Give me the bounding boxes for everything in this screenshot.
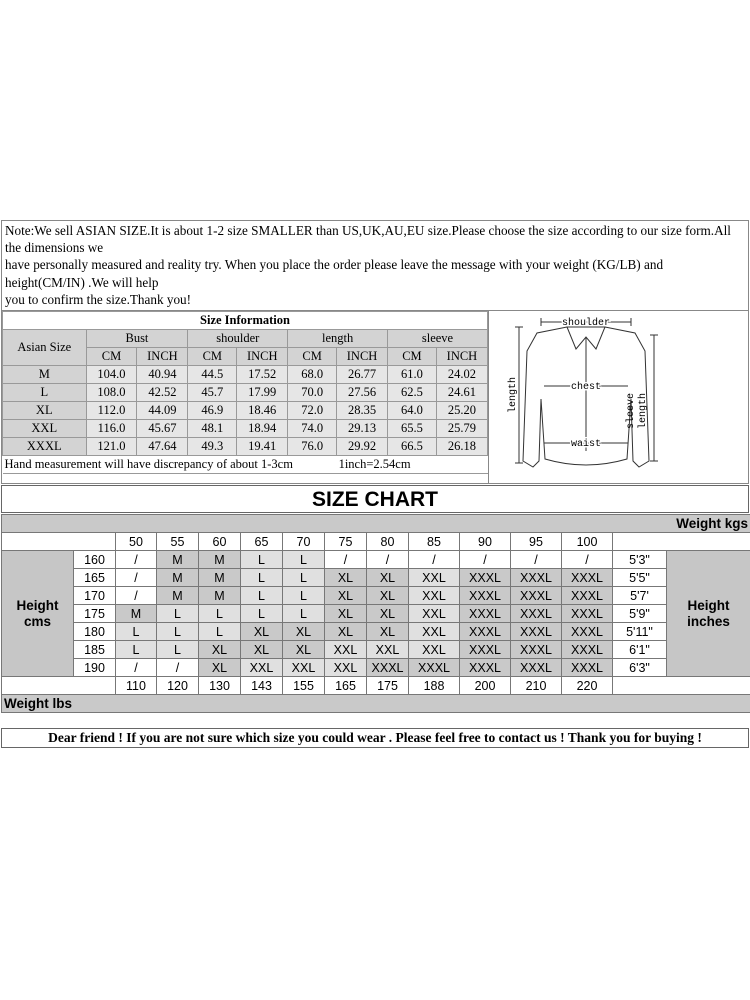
size-value: 46.9 xyxy=(188,402,237,420)
size-value: 26.18 xyxy=(436,438,487,456)
size-chart-title: SIZE CHART xyxy=(1,485,749,513)
shirt-outline-icon xyxy=(489,311,748,483)
recommended-size: XL xyxy=(325,587,367,605)
height-row xyxy=(2,587,750,605)
recommended-size: L xyxy=(241,605,283,623)
size-value: 45.7 xyxy=(188,384,237,402)
recommended-size: XXXL xyxy=(460,587,511,605)
recommended-size: XL xyxy=(241,641,283,659)
recommended-size: XXXL xyxy=(511,623,562,641)
recommended-size: M xyxy=(199,569,241,587)
recommended-size: XXXL xyxy=(409,659,460,677)
blank-cell xyxy=(2,677,116,695)
height-cm-value: 160 xyxy=(74,551,116,569)
unit-header: CM xyxy=(388,348,437,366)
height-inches-label xyxy=(667,551,750,677)
recommended-size: / xyxy=(325,551,367,569)
size-value: 18.46 xyxy=(237,402,288,420)
size-value: 19.41 xyxy=(237,438,288,456)
recommended-size: L xyxy=(116,641,157,659)
recommended-size: L xyxy=(283,605,325,623)
weight-lbs-value: 210 xyxy=(511,677,562,695)
weight-lbs-label: Weight lbs xyxy=(2,695,750,713)
size-label: L xyxy=(3,384,87,402)
size-chart-table xyxy=(1,514,750,713)
size-value: 26.77 xyxy=(337,366,388,384)
recommended-size: / xyxy=(562,551,613,569)
size-value: 61.0 xyxy=(388,366,437,384)
size-value: 27.56 xyxy=(337,384,388,402)
recommended-size: XXXL xyxy=(562,605,613,623)
size-label: XXL xyxy=(3,420,87,438)
measure-group-header: Bust xyxy=(86,330,188,348)
weight-lbs-value: 110 xyxy=(116,677,157,695)
weight-kgs-value: 90 xyxy=(460,533,511,551)
size-value: 24.61 xyxy=(436,384,487,402)
recommended-size: XXXL xyxy=(511,641,562,659)
size-value: 40.94 xyxy=(137,366,188,384)
recommended-size: XXL xyxy=(241,659,283,677)
note-line: Note:We sell ASIAN SIZE.It is about 1-2 size SMALLER than US,UK,AU,EU size.Please choose the size according to our size form.All the dimensions we xyxy=(5,223,731,256)
chest-label: chest xyxy=(570,382,602,393)
recommended-size: / xyxy=(116,551,157,569)
size-value: 28.35 xyxy=(337,402,388,420)
weight-kgs-value: 55 xyxy=(157,533,199,551)
recommended-size: XL xyxy=(367,569,409,587)
height-inch-value: 6'3" xyxy=(613,659,667,677)
size-value: 108.0 xyxy=(86,384,137,402)
size-value: 25.20 xyxy=(436,402,487,420)
asian-size-header: Asian Size xyxy=(3,330,87,366)
weight-kgs-value: 95 xyxy=(511,533,562,551)
recommended-size: XXXL xyxy=(562,569,613,587)
size-value: 65.5 xyxy=(388,420,437,438)
size-value: 18.94 xyxy=(237,420,288,438)
height-row xyxy=(2,623,750,641)
height-cms-label-line: cms xyxy=(23,613,52,629)
recommended-size: XXXL xyxy=(460,569,511,587)
length-label: length xyxy=(508,376,519,414)
recommended-size: / xyxy=(460,551,511,569)
recommended-size: M xyxy=(116,605,157,623)
weight-lbs-value: 143 xyxy=(241,677,283,695)
recommended-size: M xyxy=(157,551,199,569)
unit-header: CM xyxy=(86,348,137,366)
recommended-size: XL xyxy=(199,659,241,677)
shoulder-label: shoulder xyxy=(561,318,611,329)
weight-lbs-value: 130 xyxy=(199,677,241,695)
weight-kgs-value: 50 xyxy=(116,533,157,551)
recommended-size: M xyxy=(157,587,199,605)
size-value: 76.0 xyxy=(288,438,337,456)
size-value: 64.0 xyxy=(388,402,437,420)
recommended-size: XL xyxy=(283,623,325,641)
recommended-size: / xyxy=(116,659,157,677)
size-value: 68.0 xyxy=(288,366,337,384)
inch-conversion: 1inch=2.54cm xyxy=(337,456,488,474)
size-note xyxy=(2,221,748,311)
recommended-size: XXL xyxy=(409,623,460,641)
size-value: 29.92 xyxy=(337,438,388,456)
recommended-size: L xyxy=(199,605,241,623)
recommended-size: L xyxy=(157,641,199,659)
size-value: 104.0 xyxy=(86,366,137,384)
recommended-size: XXXL xyxy=(460,623,511,641)
blank-cell xyxy=(613,677,750,695)
measure-group-header: sleeve xyxy=(388,330,488,348)
weight-lbs-value: 165 xyxy=(325,677,367,695)
height-cm-value: 180 xyxy=(74,623,116,641)
height-cms-label-line: Height xyxy=(16,597,59,613)
size-value: 45.67 xyxy=(137,420,188,438)
size-information-table-area xyxy=(2,311,489,483)
weight-kgs-label: Weight kgs xyxy=(2,515,750,533)
size-info-title: Size Information xyxy=(3,312,488,330)
size-value: 70.0 xyxy=(288,384,337,402)
size-value: 44.09 xyxy=(137,402,188,420)
recommended-size: / xyxy=(116,587,157,605)
height-inch-value: 5'3" xyxy=(613,551,667,569)
size-value: 116.0 xyxy=(86,420,137,438)
weight-kgs-value: 100 xyxy=(562,533,613,551)
recommended-size: XXL xyxy=(409,605,460,623)
height-inches-label-line: Height xyxy=(687,597,730,613)
recommended-size: L xyxy=(241,569,283,587)
note-line: you to confirm the size.Thank you! xyxy=(5,291,192,307)
size-value: 44.5 xyxy=(188,366,237,384)
sleeve-length-label: length xyxy=(638,392,649,430)
size-value: 47.64 xyxy=(137,438,188,456)
recommended-size: L xyxy=(283,551,325,569)
recommended-size: L xyxy=(283,569,325,587)
recommended-size: XXXL xyxy=(562,659,613,677)
height-cm-value: 185 xyxy=(74,641,116,659)
size-row xyxy=(3,438,488,456)
recommended-size: XXL xyxy=(325,659,367,677)
recommended-size: M xyxy=(199,551,241,569)
height-row xyxy=(2,659,750,677)
recommended-size: XXL xyxy=(325,641,367,659)
recommended-size: / xyxy=(367,551,409,569)
recommended-size: L xyxy=(199,623,241,641)
waist-label: waist xyxy=(570,439,602,450)
height-row xyxy=(2,569,750,587)
measure-group-header: shoulder xyxy=(188,330,288,348)
size-label: XXXL xyxy=(3,438,87,456)
unit-header: CM xyxy=(288,348,337,366)
recommended-size: XXL xyxy=(409,641,460,659)
recommended-size: XL xyxy=(325,623,367,641)
height-cm-value: 175 xyxy=(74,605,116,623)
recommended-size: XXXL xyxy=(562,587,613,605)
unit-header: INCH xyxy=(337,348,388,366)
weight-lbs-value: 200 xyxy=(460,677,511,695)
height-inch-value: 6'1" xyxy=(613,641,667,659)
size-value: 42.52 xyxy=(137,384,188,402)
height-cm-value: 190 xyxy=(74,659,116,677)
size-value: 74.0 xyxy=(288,420,337,438)
measure-group-header: length xyxy=(288,330,388,348)
size-information-table xyxy=(2,311,488,474)
weight-kgs-value: 85 xyxy=(409,533,460,551)
height-cm-value: 170 xyxy=(74,587,116,605)
recommended-size: XL xyxy=(199,641,241,659)
recommended-size: XL xyxy=(367,587,409,605)
unit-header: INCH xyxy=(137,348,188,366)
recommended-size: M xyxy=(157,569,199,587)
recommended-size: / xyxy=(157,659,199,677)
size-value: 66.5 xyxy=(388,438,437,456)
recommended-size: XXXL xyxy=(460,659,511,677)
measurement-footnote: Hand measurement will have discrepancy of about 1-3cm xyxy=(3,456,337,474)
weight-lbs-value: 220 xyxy=(562,677,613,695)
blank-cell xyxy=(2,533,116,551)
recommended-size: L xyxy=(116,623,157,641)
size-row xyxy=(3,366,488,384)
height-row xyxy=(2,551,750,569)
footer-message: Dear friend ! If you are not sure which size you could wear . Please feel free to contact us ! Thank you for buying ! xyxy=(1,728,749,748)
size-value: 72.0 xyxy=(288,402,337,420)
recommended-size: L xyxy=(157,605,199,623)
weight-kgs-value: 75 xyxy=(325,533,367,551)
height-inch-value: 5'11" xyxy=(613,623,667,641)
recommended-size: / xyxy=(511,551,562,569)
size-row xyxy=(3,420,488,438)
size-value: 17.52 xyxy=(237,366,288,384)
recommended-size: XL xyxy=(367,623,409,641)
recommended-size: / xyxy=(409,551,460,569)
unit-header: CM xyxy=(188,348,237,366)
height-inch-value: 5'5" xyxy=(613,569,667,587)
size-chart xyxy=(1,485,749,749)
recommended-size: XXL xyxy=(409,569,460,587)
height-cms-label xyxy=(2,551,74,677)
size-row xyxy=(3,402,488,420)
height-row xyxy=(2,605,750,623)
size-label: M xyxy=(3,366,87,384)
unit-header: INCH xyxy=(436,348,487,366)
recommended-size: XXXL xyxy=(460,605,511,623)
size-value: 25.79 xyxy=(436,420,487,438)
size-value: 48.1 xyxy=(188,420,237,438)
recommended-size: XXL xyxy=(283,659,325,677)
recommended-size: XXXL xyxy=(367,659,409,677)
size-value: 49.3 xyxy=(188,438,237,456)
size-row xyxy=(3,384,488,402)
recommended-size: XL xyxy=(367,605,409,623)
size-value: 121.0 xyxy=(86,438,137,456)
recommended-size: XL xyxy=(241,623,283,641)
recommended-size: XXL xyxy=(409,587,460,605)
recommended-size: L xyxy=(157,623,199,641)
note-line: have personally measured and reality try. When you place the order please leave the message with your weight (KG/LB) and height(CM/IN) .We will help xyxy=(5,257,664,290)
size-label: XL xyxy=(3,402,87,420)
recommended-size: XL xyxy=(325,605,367,623)
unit-header: INCH xyxy=(237,348,288,366)
recommended-size: XXXL xyxy=(562,641,613,659)
recommended-size: XL xyxy=(283,641,325,659)
height-cm-value: 165 xyxy=(74,569,116,587)
recommended-size: XXXL xyxy=(511,569,562,587)
weight-kgs-value: 80 xyxy=(367,533,409,551)
weight-lbs-value: 155 xyxy=(283,677,325,695)
weight-lbs-value: 175 xyxy=(367,677,409,695)
recommended-size: XXXL xyxy=(511,605,562,623)
size-value: 17.99 xyxy=(237,384,288,402)
recommended-size: XXL xyxy=(367,641,409,659)
weight-kgs-value: 60 xyxy=(199,533,241,551)
recommended-size: XXXL xyxy=(511,659,562,677)
recommended-size: M xyxy=(199,587,241,605)
recommended-size: / xyxy=(116,569,157,587)
weight-kgs-value: 70 xyxy=(283,533,325,551)
height-inch-value: 5'7' xyxy=(613,587,667,605)
recommended-size: L xyxy=(241,587,283,605)
weight-kgs-value: 65 xyxy=(241,533,283,551)
recommended-size: XL xyxy=(325,569,367,587)
size-value: 112.0 xyxy=(86,402,137,420)
recommended-size: L xyxy=(283,587,325,605)
shirt-diagram xyxy=(489,311,748,483)
recommended-size: XXXL xyxy=(511,587,562,605)
blank-cell xyxy=(613,533,750,551)
weight-lbs-value: 188 xyxy=(409,677,460,695)
recommended-size: XXXL xyxy=(460,641,511,659)
size-value: 29.13 xyxy=(337,420,388,438)
size-value: 62.5 xyxy=(388,384,437,402)
height-row xyxy=(2,641,750,659)
recommended-size: XXXL xyxy=(562,623,613,641)
size-information-panel xyxy=(1,220,749,484)
sleeve-label: sleeve xyxy=(626,392,637,430)
recommended-size: L xyxy=(241,551,283,569)
height-inches-label-line: inches xyxy=(687,613,730,629)
size-value: 24.02 xyxy=(436,366,487,384)
height-inch-value: 5'9" xyxy=(613,605,667,623)
weight-lbs-value: 120 xyxy=(157,677,199,695)
